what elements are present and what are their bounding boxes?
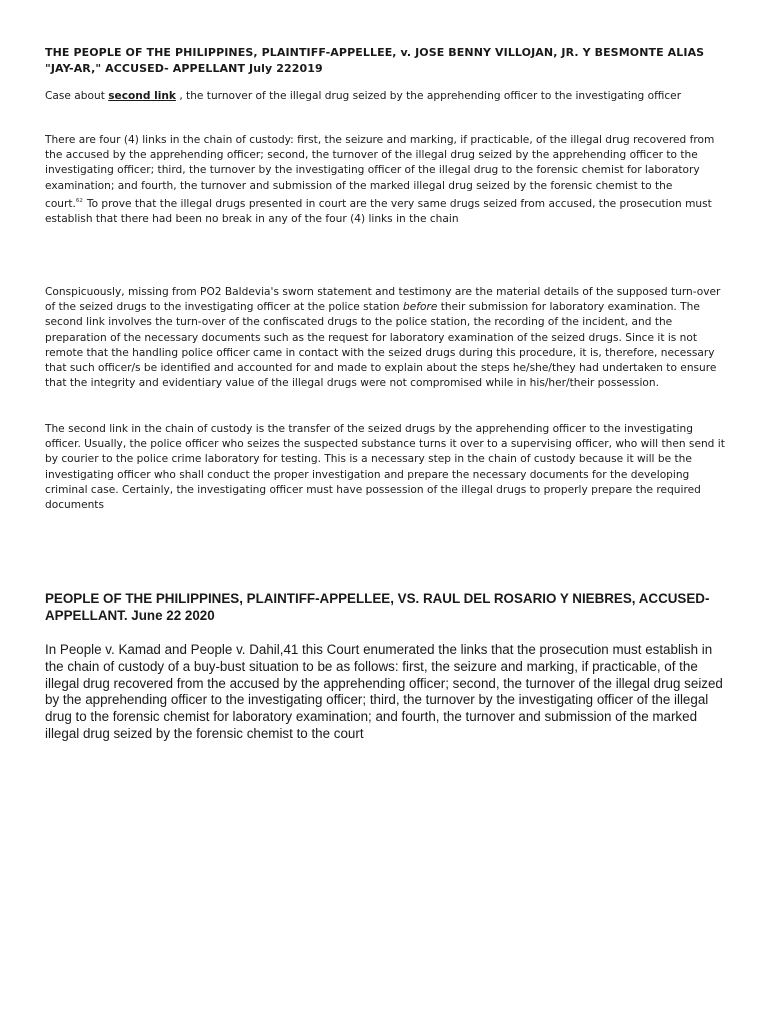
case1-paragraph-3: The second link in the chain of custody is the transfer of the seized drugs by the apprehending officer to the investigating officer. Usually, the police officer who seizes the suspected substance turns it over to a supervising officer, who will then send it by courier to the police crime laboratory for testing. This is a necessary step in the chain of custody because it will be the investigating officer who shall conduct the proper investigation and prepare the necessary documents for the developing criminal case. Certainly, the investigating officer must have possession of the illegal drugs to properly prepare the required documents xyxy=(45,423,725,512)
emphasis-before: before xyxy=(403,301,438,314)
second-link-term: second link xyxy=(108,90,176,102)
case1-intro-suffix: , the turnover of the illegal drug seized by the apprehending officer to the investigating officer xyxy=(175,90,682,102)
case1-heading: THE PEOPLE OF THE PHILIPPINES, PLAINTIFF-APPELLEE, v. JOSE BENNY VILLOJAN, JR. Y BESMONTE ALIAS "JAY-AR," ACCUSED- APPELLANT July 222019 xyxy=(45,46,705,75)
case1-paragraph-1 xyxy=(45,133,725,227)
case1-paragraph-1-main: There are four (4) links in the chain of custody: first, the seizure and marking, if practicable, of the illegal drug recovered from the accused by the apprehending officer; second, the turnover of the illegal drug seized by the apprehending officer to the investigating officer; third, the turnover by the investigating officer of the illegal drug to the forensic chemist for laboratory examination; and fourth, the turnover and submission of the marked illegal drug seized by the forensic chemist to the court. xyxy=(45,134,715,210)
case2-paragraph-1: In People v. Kamad and People v. Dahil,41 this Court enumerated the links that the prosecution must establish in the chain of custody of a buy-bust situation to be as follows: first, the seizure and marking, if practicable, of the illegal drug recovered from the accused by the apprehending officer; second, the turnover of the illegal drug seized by the apprehending officer to the investigating officer; third, the turnover by the investigating officer of the illegal drug to the forensic chemist for laboratory examination; and fourth, the turnover and submission of the marked illegal drug seized by the forensic chemist to the court xyxy=(45,642,723,741)
case1-paragraph-2-start: Conspicuously, missing from PO2 Baldevia's sworn statement and testimony are the material details of the supposed turn-over of the seized drugs to the investigating officer at the police station xyxy=(45,286,721,314)
case1-paragraph-2-end: their submission for laboratory examination. The second link involves the turn-over of the confiscated drugs to the police station, the recording of the incident, and the preparation of the necessary documents such as the request for laboratory examination of the seized drugs. Since it is not remote that the handling police officer came in contact with the seized drugs during this procedure, it is, therefore, necessary that such officer/s be identified and accounted for and made to explain about the steps he/she/they had undertaken to ensure that the integrity and evidentiary value of the illegal drugs were not compromised while in his/her/their possession. xyxy=(45,301,717,390)
footnote-marker[interactable]: 62 xyxy=(75,197,83,204)
case1-paragraph-2 xyxy=(45,285,725,391)
case1-intro-prefix: Case about xyxy=(45,90,109,102)
case2-heading: PEOPLE OF THE PHILIPPINES, PLAINTIFF-APPELLEE, VS. RAUL DEL ROSARIO Y NIEBRES, ACCUSED-APPELLANT. June 22 2020 xyxy=(45,591,710,623)
case1-intro xyxy=(45,89,725,104)
case1-paragraph-1-tail: To prove that the illegal drugs presented in court are the very same drugs seized from accused, the prosecution must establish that there had been no break in any of the four (4) links in the chain xyxy=(45,197,712,226)
